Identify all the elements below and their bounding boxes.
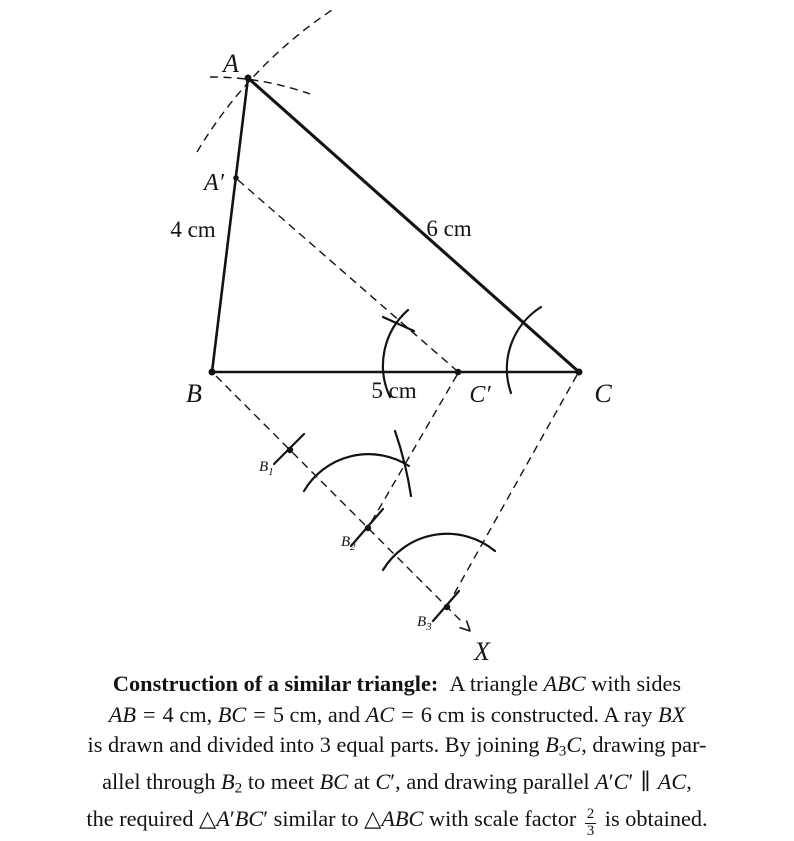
caption-segment: 4 cm,	[162, 701, 218, 727]
length-bc-label: 5 cm	[371, 378, 417, 403]
caption-segment: A	[216, 806, 230, 832]
caption-segment: BC	[217, 701, 247, 727]
line-c-b3-dashed	[449, 375, 577, 603]
caption-segment: C	[613, 769, 629, 795]
caption-segment: △	[364, 806, 382, 832]
caption-segment: 6 cm is constructed. A ray	[420, 701, 658, 727]
caption-segment: A	[595, 769, 609, 795]
label-b2: $B_2$	[341, 534, 356, 553]
caption-line	[0, 730, 794, 767]
caption-segment: is obtained.	[599, 806, 708, 832]
label-c-prime: C′	[469, 382, 491, 408]
caption-segment: ABC	[381, 806, 424, 832]
caption-segment: ′	[628, 769, 634, 795]
caption	[0, 669, 794, 840]
caption-segment: ,	[686, 769, 692, 795]
caption-segment: at	[348, 769, 376, 795]
caption-segment: AC	[365, 701, 395, 727]
label-b3: $B_3$	[417, 614, 432, 633]
fraction: $\frac{2}{3}$	[586, 806, 595, 840]
caption-segment: =	[253, 701, 266, 727]
compass-arc-from-b-through-a	[210, 77, 310, 94]
caption-line	[0, 804, 794, 840]
caption-segment: BC	[234, 806, 264, 832]
caption-segment: BC	[319, 769, 349, 795]
caption-segment: ′	[608, 769, 614, 795]
caption-segment: B	[545, 732, 559, 758]
caption-segment: 5 cm, and	[272, 701, 366, 727]
ray-bx-dashed-line	[216, 376, 462, 622]
caption-line	[0, 700, 794, 731]
caption-segment: 3	[558, 742, 567, 760]
caption-segment: with sides	[585, 671, 682, 696]
caption-segment: BX	[657, 701, 686, 727]
label-x: X	[474, 637, 490, 666]
caption-segment: 2	[234, 779, 243, 797]
point-b1-dot	[287, 447, 293, 453]
caption-line	[0, 767, 794, 804]
caption-segment: A triangle	[438, 671, 544, 696]
caption-segment: C	[375, 769, 391, 795]
point-cprime-dot	[455, 369, 462, 376]
label-b: B	[186, 379, 202, 408]
caption-segment: ∥	[640, 769, 651, 795]
caption-segment: the required	[86, 806, 200, 832]
ray-bx-arrowhead-icon	[460, 621, 471, 632]
point-a-dot	[245, 75, 252, 82]
caption-segment: ′	[263, 806, 269, 832]
caption-segment: ′	[390, 769, 396, 795]
angle-arc-at-c	[507, 307, 541, 393]
point-c-dot	[576, 369, 583, 376]
label-a-prime: A′	[204, 170, 224, 196]
caption-segment: ′	[229, 806, 235, 832]
point-b2-dot	[365, 525, 371, 531]
length-ac-label: 6 cm	[426, 216, 472, 241]
side-ab-line	[212, 78, 248, 372]
caption-segment: to meet	[242, 769, 320, 795]
caption-segment: B	[221, 769, 235, 795]
caption-segment: allel through	[102, 769, 222, 795]
label-b1: $B_1$	[259, 459, 274, 478]
caption-segment: , drawing par-	[581, 732, 707, 758]
caption-segment: AB	[108, 701, 137, 727]
caption-segment: is drawn and divided into 3 equal parts. By joining	[87, 732, 546, 758]
caption-segment: Construction of a similar triangle:	[112, 671, 439, 696]
length-ab-label: 4 cm	[170, 217, 216, 242]
caption-line	[0, 669, 794, 700]
label-c: C	[594, 379, 612, 408]
line-aprime-cprime-dashed	[238, 180, 456, 370]
caption-segment: similar to	[268, 806, 365, 832]
caption-segment: =	[143, 701, 156, 727]
caption-segment: =	[401, 701, 414, 727]
side-ac-line	[248, 78, 579, 372]
label-a: A	[223, 49, 239, 78]
caption-segment: C	[566, 732, 582, 758]
caption-segment: △	[199, 806, 217, 832]
point-b-dot	[209, 369, 216, 376]
compass-arc-from-c-through-a	[197, 8, 335, 152]
point-aprime-dot	[233, 175, 239, 181]
caption-segment: , and drawing parallel	[395, 769, 596, 795]
caption-segment: ABC	[543, 671, 586, 696]
caption-segment: with scale factor	[423, 806, 582, 832]
caption-segment: AC	[657, 769, 687, 795]
point-b3-dot	[444, 604, 450, 610]
